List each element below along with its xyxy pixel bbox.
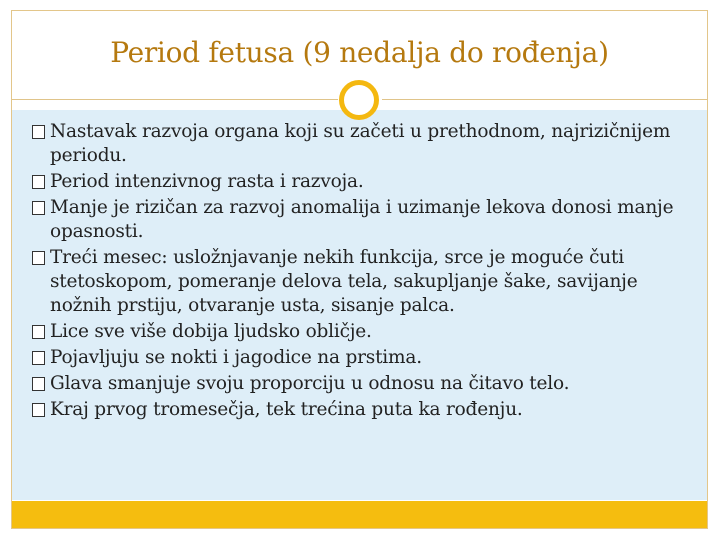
footer-bar <box>12 501 707 528</box>
bullet-item <box>32 120 692 168</box>
square-bullet-icon <box>32 125 45 139</box>
title-divider-right <box>382 99 707 100</box>
bullet-text: Pojavljuju se nokti i jagodice na prstima. <box>50 347 422 368</box>
square-bullet-icon <box>32 351 45 365</box>
square-bullet-icon <box>32 201 45 215</box>
title-divider-left <box>12 99 338 100</box>
bullet-item <box>32 320 692 344</box>
ring-icon <box>339 80 379 120</box>
bullet-text: Nastavak razvoja organa koji su začeti u prethodnom, najrizičnijem periodu. <box>50 121 671 166</box>
bullet-text: Treći mesec: usložnjavanje nekih funkcija, srce je moguće čuti stetoskopom, pomeranje delova tela, sakupljanje šake, savijanje nožnih prstiju, otvaranje usta, sisanje palca. <box>50 247 638 316</box>
bullet-item <box>32 398 692 422</box>
slide-title: Period fetusa (9 nedalja do rođenja) <box>110 36 609 69</box>
bullet-item <box>32 246 692 318</box>
bullet-text: Glava smanjuje svoju proporciju u odnosu na čitavo telo. <box>50 373 570 394</box>
square-bullet-icon <box>32 325 45 339</box>
square-bullet-icon <box>32 175 45 189</box>
square-bullet-icon <box>32 403 45 417</box>
bullet-text: Period intenzivnog rasta i razvoja. <box>50 171 364 192</box>
bullet-item <box>32 372 692 396</box>
bullet-item <box>32 196 692 244</box>
bullet-item <box>32 346 692 370</box>
square-bullet-icon <box>32 251 45 265</box>
bullet-item <box>32 170 692 194</box>
bullet-list <box>32 120 692 424</box>
bullet-text: Lice sve više dobija ljudsko obličje. <box>50 321 372 342</box>
square-bullet-icon <box>32 377 45 391</box>
bullet-text: Kraj prvog tromesečja, tek trećina puta ka rođenju. <box>50 399 523 420</box>
bullet-text: Manje je rizičan za razvoj anomalija i uzimanje lekova donosi manje opasnosti. <box>50 197 674 242</box>
